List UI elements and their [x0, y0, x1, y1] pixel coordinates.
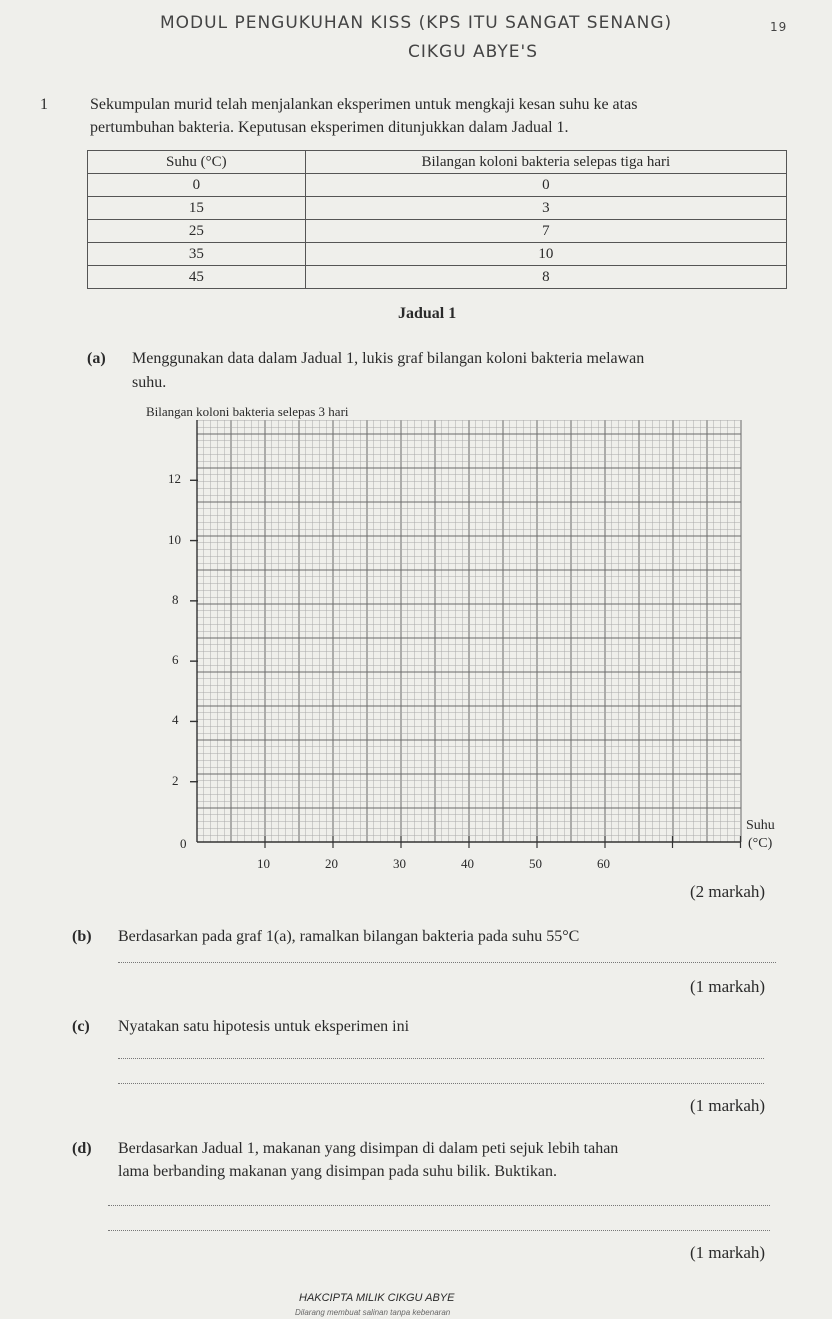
part-c-label: (c): [72, 1018, 90, 1035]
footer-subtext: Dilarang membuat salinan tanpa kebenaran: [295, 1308, 451, 1317]
part-d-text-line2: lama berbanding makanan yang disimpan pada suhu bilik. Buktikan.: [118, 1163, 558, 1180]
table-cell: 0: [88, 174, 306, 197]
part-a-text-line2: suhu.: [132, 374, 167, 391]
table-caption: Jadual 1: [398, 305, 457, 322]
table-cell: 45: [88, 266, 306, 289]
answer-line[interactable]: [118, 1083, 764, 1084]
answer-line[interactable]: [108, 1205, 770, 1206]
table-cell: 8: [305, 266, 786, 289]
footer-text: HAKCIPTA MILIK CIKGU ABYE: [299, 1292, 455, 1304]
y-tick-label: 4: [172, 712, 179, 728]
part-b-label: (b): [72, 928, 92, 945]
x-axis-label: Suhu: [746, 818, 775, 833]
table-cell: 15: [88, 197, 306, 220]
x-tick-label: 30: [393, 856, 406, 871]
table-cell: 25: [88, 220, 306, 243]
y-tick-label: 6: [172, 652, 179, 668]
graph-grid: [197, 420, 741, 842]
part-c-marks: (1 markah): [690, 1096, 766, 1115]
x-tick-label: 10: [257, 856, 270, 871]
x-tick-label: 20: [325, 856, 338, 871]
question-number: 1: [40, 96, 48, 113]
part-a-text-line1: Menggunakan data dalam Jadual 1, lukis graf bilangan koloni bakteria melawan: [132, 350, 645, 367]
question-intro-line1: Sekumpulan murid telah menjalankan eksperimen untuk mengkaji kesan suhu ke atas: [90, 96, 638, 113]
x-tick-label: 60: [597, 856, 610, 871]
table-header-cell: Bilangan koloni bakteria selepas tiga hari: [305, 151, 786, 174]
answer-line[interactable]: [108, 1230, 770, 1231]
x-tick-label: 50: [529, 856, 542, 871]
y-tick-label: 10: [168, 531, 181, 547]
header-title: MODUL PENGUKUHAN KISS (KPS ITU SANGAT SENANG): [160, 13, 673, 33]
answer-line[interactable]: [118, 1058, 764, 1059]
header-subtitle: CIKGU ABYE'S: [408, 42, 539, 62]
y-axis-label: Bilangan koloni bakteria selepas 3 hari: [146, 404, 349, 419]
part-b-text: Berdasarkan pada graf 1(a), ramalkan bilangan bakteria pada suhu 55°C: [118, 928, 580, 945]
y-tick-label: 8: [172, 591, 179, 607]
part-c-text: Nyatakan satu hipotesis untuk eksperimen ini: [118, 1018, 410, 1035]
part-d-marks: (1 markah): [690, 1243, 766, 1262]
graph-axes: [190, 420, 741, 848]
table-cell: 35: [88, 243, 306, 266]
table-cell: 3: [305, 197, 786, 220]
page-number: 19: [770, 20, 788, 34]
x-tick-label: 40: [461, 856, 474, 871]
part-b-marks: (1 markah): [690, 977, 766, 996]
question-intro-line2: pertumbuhan bakteria. Keputusan eksperimen ditunjukkan dalam Jadual 1.: [90, 119, 569, 136]
part-a-marks: (2 markah): [690, 882, 766, 901]
table-cell: 0: [305, 174, 786, 197]
table-header-cell: Suhu (°C): [88, 151, 306, 174]
part-a-label: (a): [87, 350, 106, 367]
answer-line[interactable]: [118, 962, 776, 963]
y-tick-label: 12: [168, 471, 181, 487]
y-tick-label: 2: [172, 772, 179, 788]
x-axis-unit: (°C): [748, 836, 773, 851]
part-d-label: (d): [72, 1140, 92, 1157]
table-cell: 10: [305, 243, 786, 266]
table-cell: 7: [305, 220, 786, 243]
origin-label: 0: [180, 836, 187, 851]
part-d-text-line1: Berdasarkan Jadual 1, makanan yang disimpan di dalam peti sejuk lebih tahan: [118, 1140, 619, 1157]
